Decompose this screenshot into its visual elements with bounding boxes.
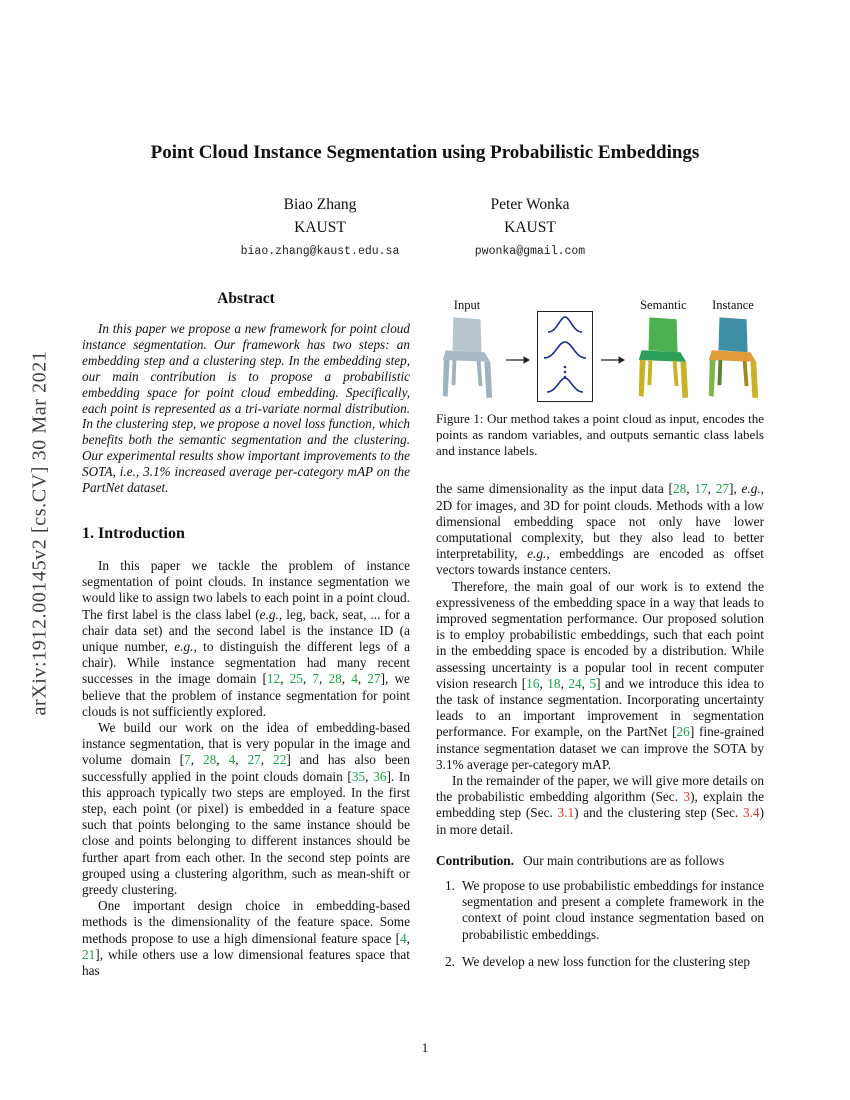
arrow-column — [506, 298, 530, 402]
author-affiliation: KAUST — [504, 219, 556, 236]
author-email: biao.zhang@kaust.edu.sa — [240, 245, 400, 258]
citation-link[interactable]: 28 — [203, 752, 217, 768]
instance-segmentation-chair — [702, 315, 764, 401]
arrow-right-icon — [601, 354, 625, 366]
author-name: Peter Wonka — [490, 196, 570, 213]
author-2 — [445, 196, 615, 258]
citation-link[interactable]: 7 — [184, 752, 191, 768]
citation-link[interactable]: 22 — [273, 752, 287, 768]
semantic-segmentation-chair — [632, 315, 694, 401]
citation-link[interactable]: 25 — [289, 671, 303, 687]
contributions-list — [436, 878, 764, 970]
figure-graphic — [436, 298, 764, 402]
list-item — [440, 878, 764, 943]
section-link[interactable]: 3.4 — [742, 805, 760, 821]
section-link[interactable]: 3 — [683, 789, 691, 805]
citation-link[interactable]: 27 — [247, 752, 261, 768]
citation-link[interactable]: 4 — [400, 930, 407, 946]
figure-semantic-column — [632, 298, 694, 402]
author-email: pwonka@gmail.com — [474, 245, 586, 258]
figure-instance-column — [702, 298, 764, 402]
paper-title: Point Cloud Instance Segmentation using Probabilistic Embeddings — [150, 142, 700, 163]
figure-label-input: Input — [453, 298, 481, 312]
author-affiliation: KAUST — [294, 219, 346, 236]
figure-label-semantic: Semantic — [640, 298, 687, 312]
citation-link[interactable]: 7 — [312, 671, 320, 687]
citation-link[interactable]: 28 — [328, 671, 342, 687]
figure-input-column — [436, 298, 498, 402]
left-column — [82, 290, 410, 979]
gaussian-curves-graphic — [538, 312, 592, 396]
right-paragraph-2: Therefore, the main goal of our work is to extend the expressiveness of the embedding space in a way that leads to improved segmentation performance. Our proposed solution is to employ probabilistic embeddings, such that each point in the embedding space is encoded by a distribution. While assessing uncertainty is a popular tool in recent computer vision research [16, 18, 24, 5] and we introduce this idea to the task of instance segmentation. Incorporating uncertainty leads to an important improvement in segmentation performance. For example, on the PartNet [26] fine-grained instance segmentation dataset we can improve the SOTA by 3.1% average per-category mAP. — [436, 578, 764, 772]
figure-caption: Figure 1: Our method takes a point cloud as input, encodes the points as random variables, and outputs semantic class labels and instance labels. — [436, 411, 764, 458]
arrow-column — [601, 298, 625, 402]
citation-link[interactable]: 16 — [526, 675, 540, 691]
citation-link[interactable]: 21 — [82, 946, 96, 962]
citation-link[interactable]: 4 — [351, 671, 358, 687]
citation-link[interactable]: 27 — [715, 481, 729, 497]
arxiv-watermark: arXiv:1912.00145v2 [cs.CV] 30 Mar 2021 — [28, 350, 51, 716]
intro-paragraph-1: In this paper we tackle the problem of instance segmentation of point clouds. In instance segmentation we would like to assign two labels to each point in a point cloud. The first label is the class label (e.g., leg, back, seat, ... for a chair data set) and the second label is the instance ID (a unique number, e.g., to distinguish the different legs of a chair). While instance segmentation had many recent successes in the image domain [12, 25, 7, 28, 4, 27], we believe that the problem of instance segmentation for point clouds is not sufficiently explored. — [82, 557, 410, 719]
right-column — [436, 294, 764, 981]
citation-link[interactable]: 17 — [694, 481, 708, 497]
list-item-text: We develop a new loss function for the clustering step — [462, 953, 751, 969]
contribution-paragraph: Contribution. Our main contributions are as follows — [436, 852, 725, 868]
right-paragraph-1: the same dimensionality as the input data [28, 17, 27], e.g., 2D for images, and 3D for point clouds. Methods with a low dimensional embedding space not only have lower computational complexity, but they also lead to better interpretability, e.g., embeddings are encoded as offset vectors towards instance centers. — [436, 481, 764, 578]
citation-link[interactable]: 26 — [676, 724, 690, 740]
citation-link[interactable]: 24 — [568, 675, 582, 691]
distribution-box — [537, 311, 593, 402]
citation-link[interactable]: 12 — [266, 671, 281, 687]
figure-distribution-column — [537, 298, 593, 402]
abstract-text: In this paper we propose a new framework for point cloud instance segmentation. Our framework has two steps: an embedding step and a clustering step. In the embedding step, our main contribution is to propose a probabilistic embedding space for point cloud embedding. Specifically, each point is represented as a tri-variate normal distribution. In the clustering step, we propose a novel loss function, which benefits both the semantic segmentation and the clustering. Our experimental results show important improvements to the SOTA, i.e., 3.1% increased average per-category mAP on the PartNet dataset. — [82, 321, 410, 496]
right-paragraph-3: In the remainder of the paper, we will give more details on the probabilistic embedding algorithm (Sec. 3), explain the embedding step (Sec. 3.1) and the clustering step (Sec. 3.4) in more detail. — [436, 773, 764, 837]
list-item-number: 1. — [445, 878, 455, 894]
input-point-cloud-chair — [436, 315, 498, 401]
section-link[interactable]: 3.1 — [557, 805, 575, 821]
citation-link[interactable]: 35 — [351, 768, 366, 784]
author-1 — [235, 196, 405, 258]
section-heading-introduction: 1. Introduction — [82, 524, 185, 542]
list-item-number: 2. — [445, 953, 455, 969]
list-item-text: We propose to use probabilistic embeddings for instance segmentation and present a complete framework in the context of point cloud instance segmentation based on probabilistic embeddings. — [462, 878, 764, 942]
abstract-heading: Abstract — [217, 290, 275, 307]
authors-block — [85, 196, 765, 258]
intro-paragraph-2: We build our work on the idea of embedding-based instance segmentation, that is very popular in the image and volume domain [7, 28, 4, 27, 22] and has also been successfully applied in the point clouds domain [35, 36]. In this approach typically two steps are employed. In the first step, each point (or pixel) is embedded in a feature space such that points belonging to the same instance should be close and points belonging to different instances should be further apart from each other. In the second step points are grouped using a clustering algorithm, such as mean-shift or greedy clustering. — [82, 720, 410, 898]
list-item — [440, 954, 764, 970]
page-number: 1 — [421, 1040, 429, 1055]
figure-label-instance: Instance — [712, 298, 754, 312]
arrow-right-icon — [506, 354, 530, 366]
citation-link[interactable]: 18 — [547, 675, 561, 691]
figure-1 — [436, 298, 764, 458]
citation-link[interactable]: 5 — [589, 675, 597, 691]
citation-link[interactable]: 28 — [672, 481, 687, 497]
author-name: Biao Zhang — [283, 196, 357, 213]
citation-link[interactable]: 36 — [373, 768, 387, 784]
intro-paragraph-3: One important design choice in embedding-based methods is the dimensionality of the feature space. Some methods propose to use a high dimensional feature space [4, 21], while others use a low dimensional features space that has — [82, 898, 410, 979]
citation-link[interactable]: 4 — [228, 752, 236, 768]
citation-link[interactable]: 27 — [367, 671, 381, 687]
